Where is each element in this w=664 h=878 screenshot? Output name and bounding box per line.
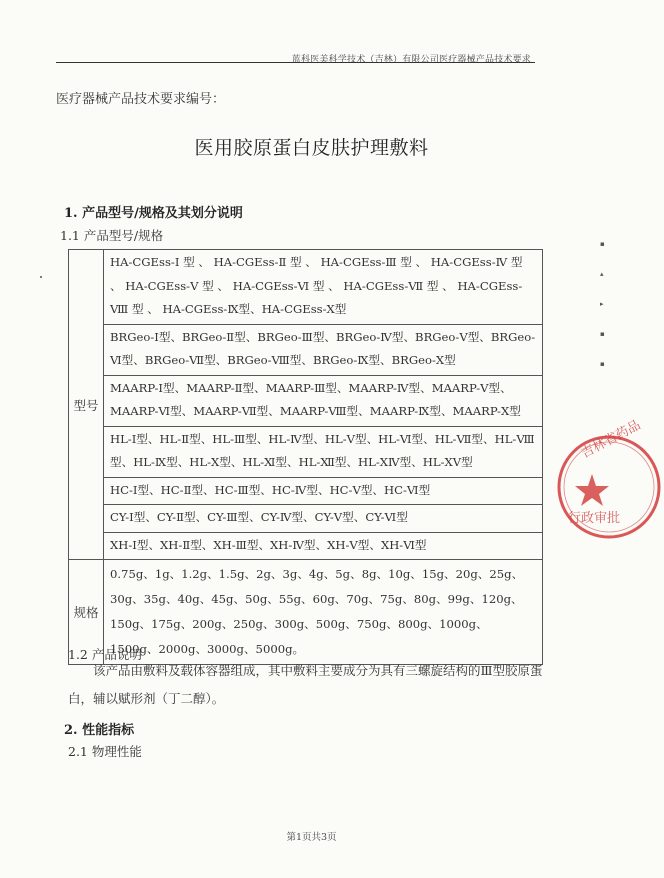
model-cell-ha: HA-CGEss-Ⅰ 型 、 HA-CGEss-Ⅱ 型 、 HA-CGEss-Ⅲ 型 、 HA-CGEss-Ⅳ 型 、 HA-CGEss-Ⅴ 型 、 HA-CGEss-Ⅵ 型 、 HA-CGEss-Ⅶ 型 、 HA-CGEss-Ⅷ 型 、 HA-CGEss-Ⅸ型、HA-CGEss-Ⅹ型 [104, 250, 543, 325]
model-header: 型号 [69, 250, 104, 560]
seal-bottom-text: 行政审批 [568, 511, 621, 526]
page-title: 医用胶原蛋白皮肤护理敷料 [194, 137, 429, 159]
model-cell-maarp: MAARP-Ⅰ型、MAARP-Ⅱ型、MAARP-Ⅲ型、MAARP-Ⅳ型、MAARP-Ⅴ型、MAARP-Ⅵ型、MAARP-Ⅶ型、MAARP-Ⅷ型、MAARP-Ⅸ型、MAARP-Ⅹ型 [104, 375, 543, 426]
table-row [69, 426, 543, 477]
seal-top-text: 吉林省药品 [578, 417, 644, 462]
margin-marks [600, 240, 614, 390]
model-cell-hc: HC-Ⅰ型、HC-Ⅱ型、HC-Ⅲ型、HC-Ⅳ型、HC-Ⅴ型、HC-Ⅵ型 [104, 477, 543, 505]
margin-mark-icon: ▪ [600, 330, 605, 338]
section1-2-heading: 1.2 产品说明 [68, 647, 142, 662]
official-seal-icon [554, 417, 664, 542]
size-cell: 0.75g、1g、1.2g、1.5g、2g、3g、4g、5g、8g、10g、15g、20g、25g、30g、35g、40g、45g、50g、55g、60g、70g、75g、80g、99g、120g、150g、175g、200g、250g、300g、500g、750g、800g、1000g、1500g、2000g、3000g、5000g。 [104, 560, 543, 665]
model-cell-cy: CY-Ⅰ型、CY-Ⅱ型、CY-Ⅲ型、CY-Ⅳ型、CY-Ⅴ型、CY-Ⅵ型 [104, 505, 543, 533]
section1-1-heading: 1.1 产品型号/规格 [60, 228, 164, 243]
header-rule [56, 62, 535, 63]
margin-mark-icon: ▸ [600, 300, 604, 308]
spec-table [68, 249, 543, 665]
page-footer: 第1页共3页 [286, 832, 337, 843]
table-row [69, 532, 543, 560]
margin-mark-icon: ▴ [600, 270, 604, 278]
table-row [69, 250, 543, 325]
table-row [69, 375, 543, 426]
margin-mark-icon: ▪ [600, 240, 605, 248]
model-cell-brgeo: BRGeo-Ⅰ型、BRGeo-Ⅱ型、BRGeo-Ⅲ型、BRGeo-Ⅳ型、BRGeo-Ⅴ型、BRGeo-Ⅵ型、BRGeo-Ⅶ型、BRGeo-Ⅷ型、BRGeo-Ⅸ型、BRGeo-Ⅹ型 [104, 324, 543, 375]
section2-heading: 2. 性能指标 [64, 723, 135, 738]
product-description: 该产品由敷料及载体容器组成，其中敷料主要成分为具有三螺旋结构的Ⅲ型胶原蛋白，辅以赋形剂（丁二醇）。 [68, 663, 543, 706]
size-header: 规格 [69, 560, 104, 665]
margin-dot [40, 276, 42, 278]
model-cell-xh: XH-Ⅰ型、XH-Ⅱ型、XH-Ⅲ型、XH-Ⅳ型、XH-Ⅴ型、XH-Ⅵ型 [104, 532, 543, 560]
margin-mark-icon: ▪ [600, 360, 605, 368]
section2-1-heading: 2.1 物理性能 [68, 744, 142, 759]
table-row [69, 324, 543, 375]
table-row [69, 505, 543, 533]
table-row [69, 477, 543, 505]
doc-number-label: 医疗器械产品技术要求编号： [56, 92, 226, 107]
model-cell-hl: HL-Ⅰ型、HL-Ⅱ型、HL-Ⅲ型、HL-Ⅳ型、HL-Ⅴ型、HL-Ⅵ型、HL-Ⅶ型、HL-Ⅷ型、HL-Ⅸ型、HL-Ⅹ型、HL-Ⅺ型、HL-Ⅻ型、HL-ⅩⅣ型、HL-ⅩⅤ型 [104, 426, 543, 477]
header-company-line: 蓝科医美科学技术（吉林）有限公司医疗器械产品技术要求 [291, 55, 531, 65]
section1-heading: 1. 产品型号/规格及其划分说明 [64, 206, 243, 221]
